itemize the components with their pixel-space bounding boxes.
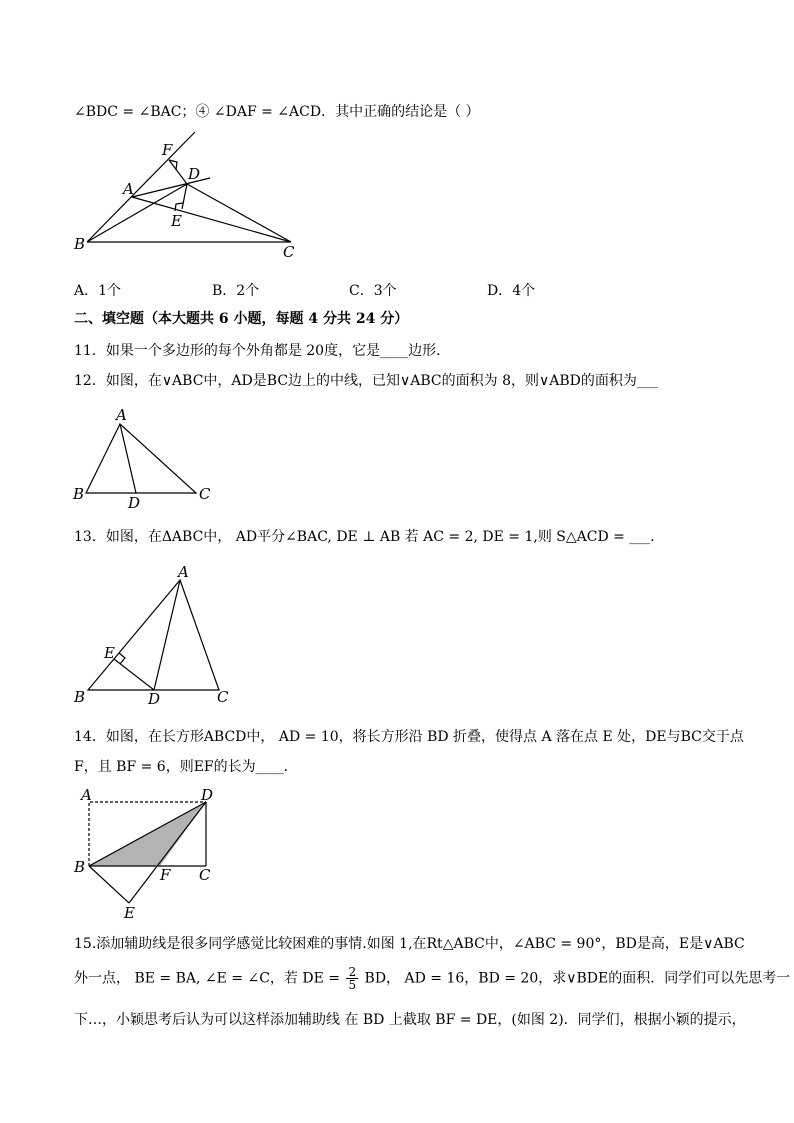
q10-figure: [70, 130, 310, 265]
section2-heading: 二、填空题（本大题共 6 小题，每题 4 分共 24 分）: [74, 311, 409, 327]
q13-label-A: A: [178, 563, 189, 581]
q12-figure: [70, 405, 220, 510]
q15-fraction: [346, 966, 358, 991]
q15-line2-part-a: 外一点， BE = BA, ∠E = ∠C，若 DE =: [74, 970, 340, 987]
q13-label-E: E: [104, 644, 115, 662]
q10-tail-text: ∠BDC = ∠BAC；④ ∠DAF = ∠ACD．其中正确的结论是（ ）: [74, 104, 480, 120]
q13-figure: [70, 562, 240, 710]
q12-label-C: C: [199, 485, 211, 503]
q15-line2-part-b: BD， AD = 16，BD = 20，求∨BDE的面积．同学们可以先思考一: [364, 970, 791, 987]
q11-text: 11．如果一个多边形的每个外角都是 20度，它是____边形．: [74, 343, 451, 359]
choice-d[interactable]: D．4个: [487, 283, 536, 299]
q15-text-line2: [74, 966, 790, 991]
choice-a[interactable]: A．1个: [74, 283, 122, 299]
q15-fraction-denominator: 5: [348, 978, 357, 992]
q15-text-line1: 15.添加辅助线是很多同学感觉比较困难的事情.如图 1,在Rt△ABC中，∠ABC = 90°，BD是高，E是∨ABC: [74, 936, 745, 952]
q13-label-D: D: [148, 690, 161, 708]
choice-c[interactable]: C．3个: [349, 283, 397, 299]
q12-text: 12．如图，在∨ABC中，AD是BC边上的中线，已知∨ABC的面积为 8，则∨ABD的面积为___: [74, 373, 658, 389]
q10-label-E: E: [171, 212, 182, 230]
q14-label-F: F: [160, 866, 171, 884]
q15-fraction-numerator: 2: [348, 965, 357, 979]
q14-label-B: B: [74, 858, 86, 876]
q10-label-B: B: [74, 235, 86, 253]
q10-label-C: C: [283, 243, 295, 261]
q10-label-D: D: [188, 165, 201, 183]
q14-label-A: A: [81, 786, 92, 804]
q12-label-A: A: [116, 406, 127, 424]
q14-label-E: E: [124, 904, 135, 922]
q14-text-line2: F，且 BF = 6，则EF的长为____．: [74, 759, 298, 775]
q13-text: 13．如图，在ΔABC中， AD平分∠BAC, DE ⊥ AB 若 AC = 2, DE = 1,则 S△ACD = ___．: [74, 529, 665, 545]
q13-label-B: B: [74, 688, 86, 706]
q13-label-C: C: [217, 688, 229, 706]
q14-figure: [70, 785, 230, 925]
q14-label-C: C: [199, 866, 211, 884]
q12-label-B: B: [73, 485, 85, 503]
choice-b[interactable]: B．2个: [212, 283, 260, 299]
q14-label-D: D: [201, 786, 214, 804]
q14-text-line1: 14．如图，在长方形ABCD中， AD = 10，将长方形沿 BD 折叠，使得点 A 落在点 E 处，DE与BC交于点: [74, 729, 744, 745]
q12-label-D: D: [128, 494, 141, 510]
q10-label-A: A: [123, 180, 134, 198]
q15-text-line3: 下…，小颖思考后认为可以这样添加辅助线 在 BD 上截取 BF = DE，(如图 2)．同学们，根据小颖的提示，: [74, 1012, 746, 1028]
q10-label-F: F: [162, 141, 173, 159]
